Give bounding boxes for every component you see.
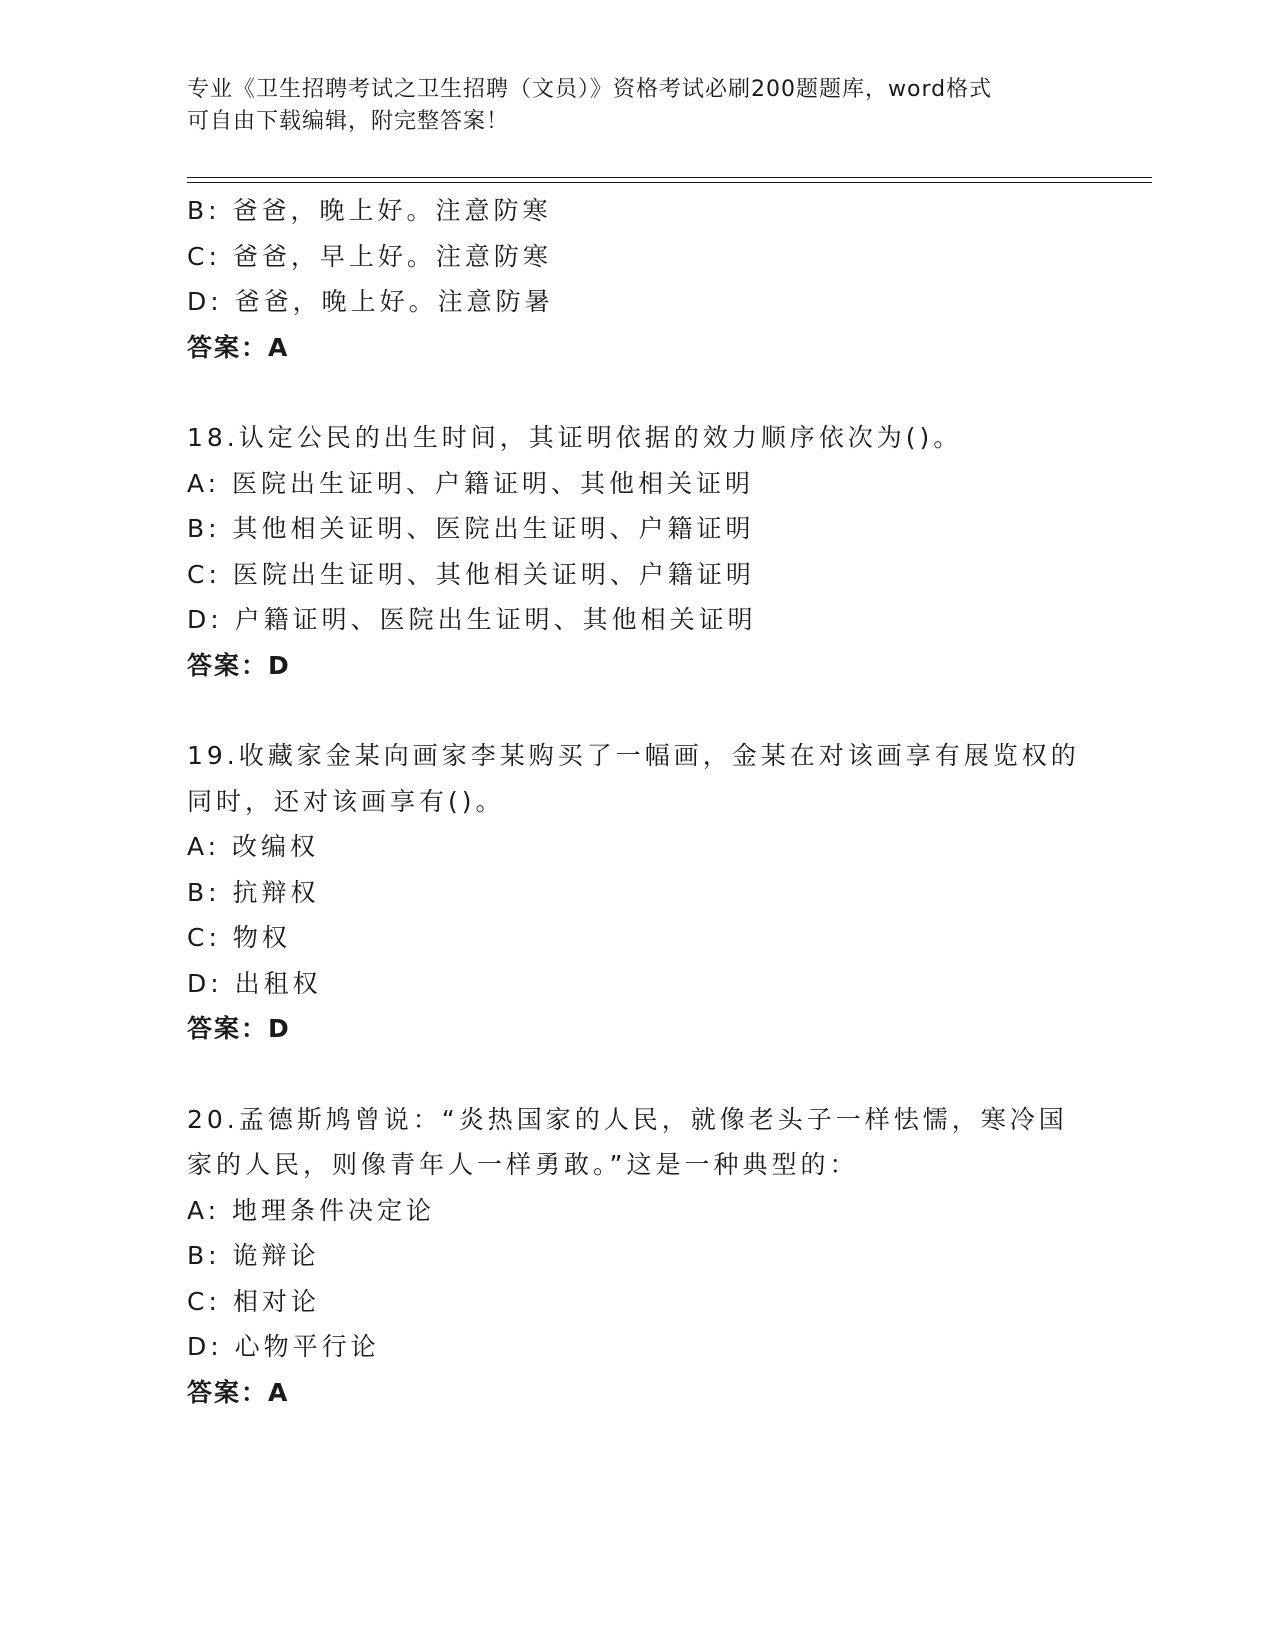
answer: 答案：D	[187, 650, 291, 680]
option-d: D: 出租权	[187, 968, 322, 998]
option-b: B: 抗辩权	[187, 877, 320, 907]
option-c: C: 爸爸，早上好。注意防寒	[187, 241, 552, 271]
question-19	[187, 733, 1087, 1052]
question-17	[187, 188, 1087, 370]
spacer	[187, 1052, 1087, 1097]
option-a: A: 地理条件决定论	[187, 1195, 436, 1225]
header-divider-top	[187, 177, 1152, 178]
option-a: A: 医院出生证明、户籍证明、其他相关证明	[187, 468, 755, 498]
question-stem-line-1: 20.孟德斯鸠曾说：“炎热国家的人民，就像老头子一样怯懦，寒冷国	[187, 1104, 1068, 1134]
question-stem-line-2: 家的人民，则像青年人一样勇敢。”这是一种典型的：	[187, 1150, 859, 1179]
question-stem: 18.认定公民的出生时间，其证明依据的效力顺序依次为()。	[187, 423, 963, 452]
option-d: D: 户籍证明、医院出生证明、其他相关证明	[187, 605, 757, 634]
spacer	[187, 370, 1087, 415]
question-stem-line-2: 同时，还对该画享有()。	[187, 786, 505, 816]
option-c: C: 相对论	[187, 1286, 320, 1316]
option-d: D: 爸爸，晚上好。注意防暑	[187, 287, 554, 316]
option-b: B: 爸爸，晚上好。注意防寒	[187, 196, 552, 225]
question-list	[187, 188, 1087, 1415]
answer: 答案：D	[187, 1014, 291, 1043]
answer: 答案：A	[187, 1377, 290, 1407]
question-18	[187, 415, 1087, 688]
option-b: B: 诡辩论	[187, 1241, 320, 1270]
header-title-line-1: 专业《卫生招聘考试之卫生招聘（文员）》资格考试必刷200题题库，word格式	[187, 77, 993, 102]
question-stem-line-1: 19.收藏家金某向画家李某购买了一幅画，金某在对该画享有展览权的	[187, 741, 1080, 770]
option-a: A: 改编权	[187, 832, 320, 861]
header-title-line-2: 可自由下载编辑，附完整答案！	[187, 109, 510, 134]
header-divider-bottom	[187, 182, 1152, 183]
document-header	[187, 74, 1087, 138]
option-d: D: 心物平行论	[187, 1332, 380, 1361]
spacer	[187, 688, 1087, 733]
answer: 答案：A	[187, 332, 290, 362]
option-c: C: 医院出生证明、其他相关证明、户籍证明	[187, 559, 755, 589]
question-20	[187, 1097, 1087, 1416]
option-c: C: 物权	[187, 923, 291, 952]
option-b: B: 其他相关证明、医院出生证明、户籍证明	[187, 514, 755, 543]
